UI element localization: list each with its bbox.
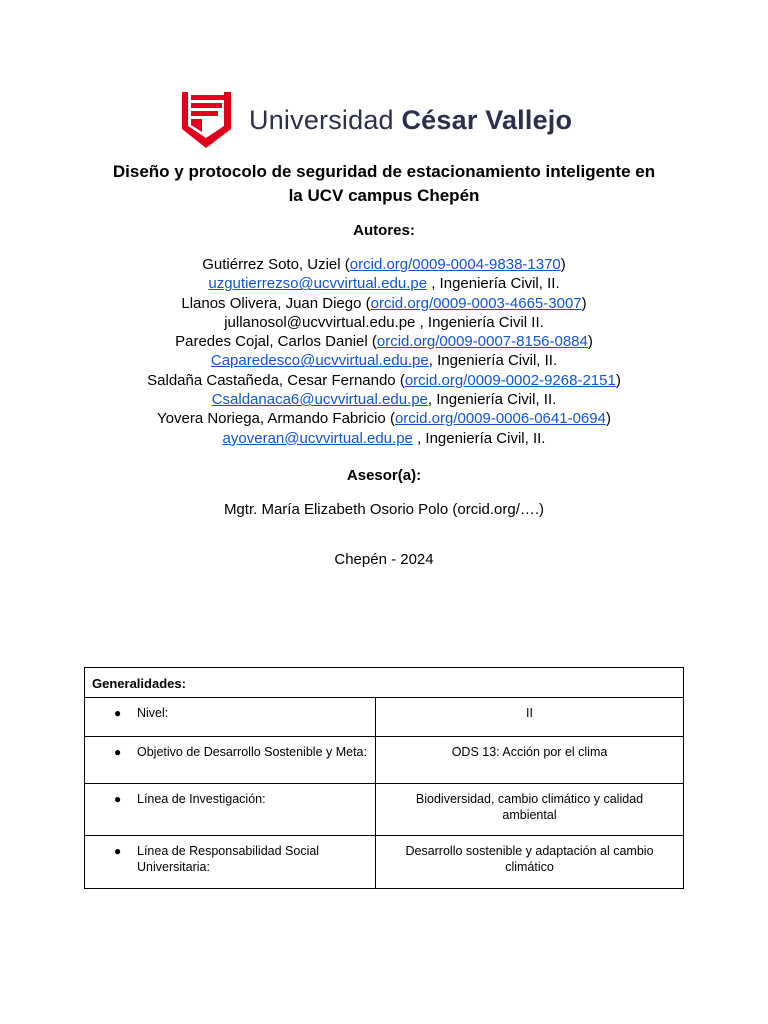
authors-list: [0, 255, 768, 448]
author-email: jullanosol@ucvvirtual.edu.pe: [224, 313, 416, 331]
author-affiliation: , Ingeniería Civil, II.: [431, 275, 560, 293]
bullet-icon: ●: [114, 844, 122, 858]
author-affiliation: , Ingeniería Civil II.: [419, 313, 544, 331]
author-email-line: [0, 429, 768, 448]
author-email-line: [0, 351, 768, 370]
advisor-name: Mgtr. María Elizabeth Osorio Polo (orcid.org/….): [223, 501, 545, 518]
table-header-row: [85, 668, 684, 698]
author-name: Llanos Olivera, Juan Diego: [181, 294, 362, 312]
document-title: [60, 160, 708, 208]
university-logo: [182, 92, 572, 148]
author-name: Yovera Noriega, Armando Fabricio: [157, 410, 386, 428]
table-row: [85, 836, 684, 889]
row-value: ODS 13: Acción por el clima: [376, 737, 684, 784]
row-label-cell: [85, 698, 376, 737]
author-name: Saldaña Castañeda, Cesar Fernando: [147, 371, 396, 389]
bullet-icon: ●: [114, 745, 122, 759]
authors-heading: Autores:: [353, 222, 415, 239]
university-name-regular: Universidad: [249, 104, 394, 135]
university-name: [249, 105, 572, 136]
row-label: Nivel:: [137, 706, 169, 720]
title-line-1: Diseño y protocolo de seguridad de estacionamiento inteligente en: [112, 162, 656, 181]
row-label-cell: [85, 784, 376, 836]
email-link[interactable]: uzgutierrezso@ucvvirtual.edu.pe: [208, 275, 428, 293]
author-affiliation: , Ingeniería Civil, II.: [427, 391, 557, 409]
email-link[interactable]: Csaldanaca6@ucvvirtual.edu.pe: [211, 391, 428, 409]
row-label-cell: [85, 836, 376, 889]
author-affiliation: , Ingeniería Civil, II.: [428, 352, 558, 370]
author-email-line: [0, 274, 768, 293]
orcid-link[interactable]: orcid.org/0009-0003-4665-3007: [370, 294, 582, 312]
author-name: Paredes Cojal, Carlos Daniel: [175, 333, 368, 351]
table-row: [85, 784, 684, 836]
row-label: Objetivo de Desarrollo Sostenible y Meta:: [137, 745, 367, 759]
email-link[interactable]: Caparedesco@ucvvirtual.edu.pe: [210, 352, 429, 370]
author-affiliation: , Ingeniería Civil, II.: [417, 429, 546, 447]
row-value: Biodiversidad, cambio climático y calidad ambiental: [376, 784, 684, 836]
table-header: Generalidades:: [85, 668, 684, 698]
title-line-2: la UCV campus Chepén: [288, 186, 480, 205]
university-name-bold: César Vallejo: [401, 104, 573, 135]
generalidades-table: [84, 667, 684, 889]
author-name-line: Yovera Noriega, Armando Fabricio (orcid.org/0009-0006-0641-0694): [157, 410, 611, 428]
author-email-line: [0, 390, 768, 409]
row-label: Línea de Responsabilidad Social Universitaria:: [137, 844, 320, 874]
table-row: [85, 698, 684, 737]
row-value: Desarrollo sostenible y adaptación al cambio climático: [376, 836, 684, 889]
author-name-line: Saldaña Castañeda, Cesar Fernando (orcid.org/0009-0002-9268-2151): [147, 371, 621, 389]
place-date: Chepén - 2024: [334, 551, 434, 568]
author-name-line: Gutiérrez Soto, Uziel (orcid.org/0009-0004-9838-1370): [202, 256, 566, 273]
bullet-icon: ●: [114, 792, 122, 806]
author-name-line: Paredes Cojal, Carlos Daniel (orcid.org/0009-0007-8156-0884): [175, 333, 593, 351]
row-label-cell: [85, 737, 376, 784]
author-email-line: [0, 313, 768, 332]
orcid-link[interactable]: orcid.org/0009-0006-0641-0694: [394, 410, 606, 428]
email-link[interactable]: ayoveran@ucvvirtual.edu.pe: [222, 429, 413, 447]
bullet-icon: ●: [114, 706, 122, 720]
row-value: II: [376, 698, 684, 737]
ucv-shield-icon: [182, 92, 231, 148]
orcid-link[interactable]: orcid.org/0009-0007-8156-0884: [376, 333, 588, 351]
author-name: Gutiérrez Soto, Uziel: [202, 256, 341, 273]
table-row: [85, 737, 684, 784]
row-label: Línea de Investigación:: [137, 792, 266, 806]
orcid-link[interactable]: orcid.org/0009-0002-9268-2151: [404, 371, 616, 389]
orcid-link[interactable]: orcid.org/0009-0004-9838-1370: [349, 256, 561, 273]
advisor-heading: Asesor(a):: [346, 467, 422, 484]
author-name-line: Llanos Olivera, Juan Diego (orcid.org/0009-0003-4665-3007): [181, 294, 587, 312]
